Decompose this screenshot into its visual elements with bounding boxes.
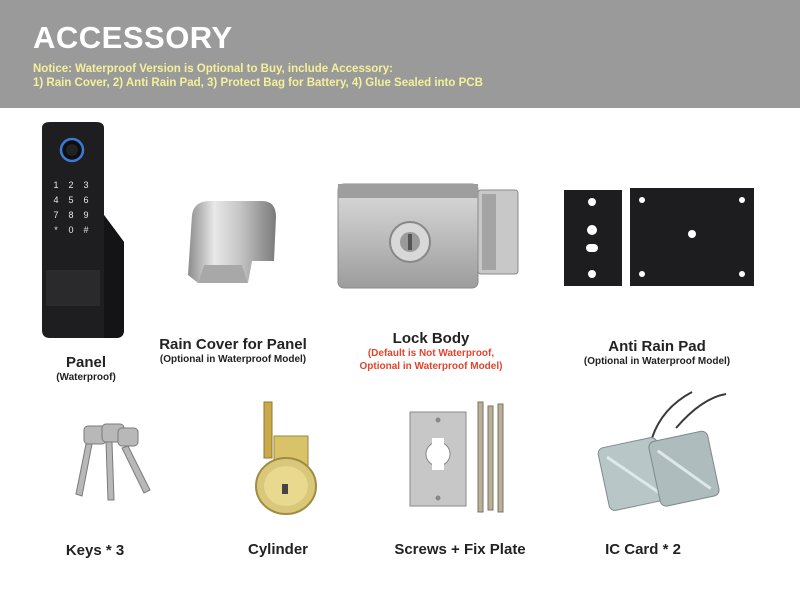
lock-body-label: Lock Body xyxy=(392,330,470,347)
keypad-key: # xyxy=(83,225,89,235)
rain-cover-note: (Optional in Waterproof Model) xyxy=(159,354,307,365)
lock-body-note-2: Optional in Waterproof Model) xyxy=(359,361,503,372)
keypad-key: * xyxy=(54,225,58,235)
rain-cover-label: Rain Cover for Panel xyxy=(159,336,307,353)
panel-note: (Waterproof) xyxy=(56,372,116,383)
cylinder-label: Cylinder xyxy=(247,541,308,558)
keypad-key: 3 xyxy=(83,180,89,190)
keypad-key: 1 xyxy=(53,180,59,190)
anti-rain-pad-note: (Optional in Waterproof Model) xyxy=(583,356,731,367)
keypad-key: 0 xyxy=(68,225,74,235)
keypad-key: 8 xyxy=(68,210,74,220)
anti-rain-pad-label: Anti Rain Pad xyxy=(608,338,706,355)
smart-lock-panel-icon xyxy=(38,120,128,342)
header-banner xyxy=(0,0,800,108)
notice-line-2: 1) Rain Cover, 2) Anti Rain Pad, 3) Protect Bag for Battery, 4) Glue Sealed into PCB xyxy=(33,77,483,89)
keys-icon xyxy=(62,418,158,508)
keypad-key: 4 xyxy=(53,195,59,205)
ic-card-label: IC Card * 2 xyxy=(605,541,681,558)
anti-rain-pad-icon xyxy=(560,186,760,290)
keys-label: Keys * 3 xyxy=(65,542,125,559)
keypad-key: 9 xyxy=(83,210,89,220)
keypad-key: 7 xyxy=(53,210,59,220)
notice-line-1: Notice: Waterproof Version is Optional to Buy, include Accessory: xyxy=(33,63,393,75)
ic-card-icon xyxy=(592,388,742,512)
lock-body-note-1: (Default is Not Waterproof, xyxy=(367,348,495,359)
page-title: ACCESSORY xyxy=(33,20,233,55)
rain-cover-icon xyxy=(182,195,278,287)
cylinder-icon xyxy=(252,400,322,520)
notice-text xyxy=(33,62,483,90)
keypad-key: 6 xyxy=(83,195,89,205)
keypad-key: 2 xyxy=(68,180,74,190)
keypad-key: 5 xyxy=(68,195,74,205)
panel-label: Panel xyxy=(65,354,107,371)
screws-plate-label: Screws + Fix Plate xyxy=(394,541,526,558)
screws-plate-icon xyxy=(408,400,512,516)
lock-body-icon xyxy=(336,180,522,290)
